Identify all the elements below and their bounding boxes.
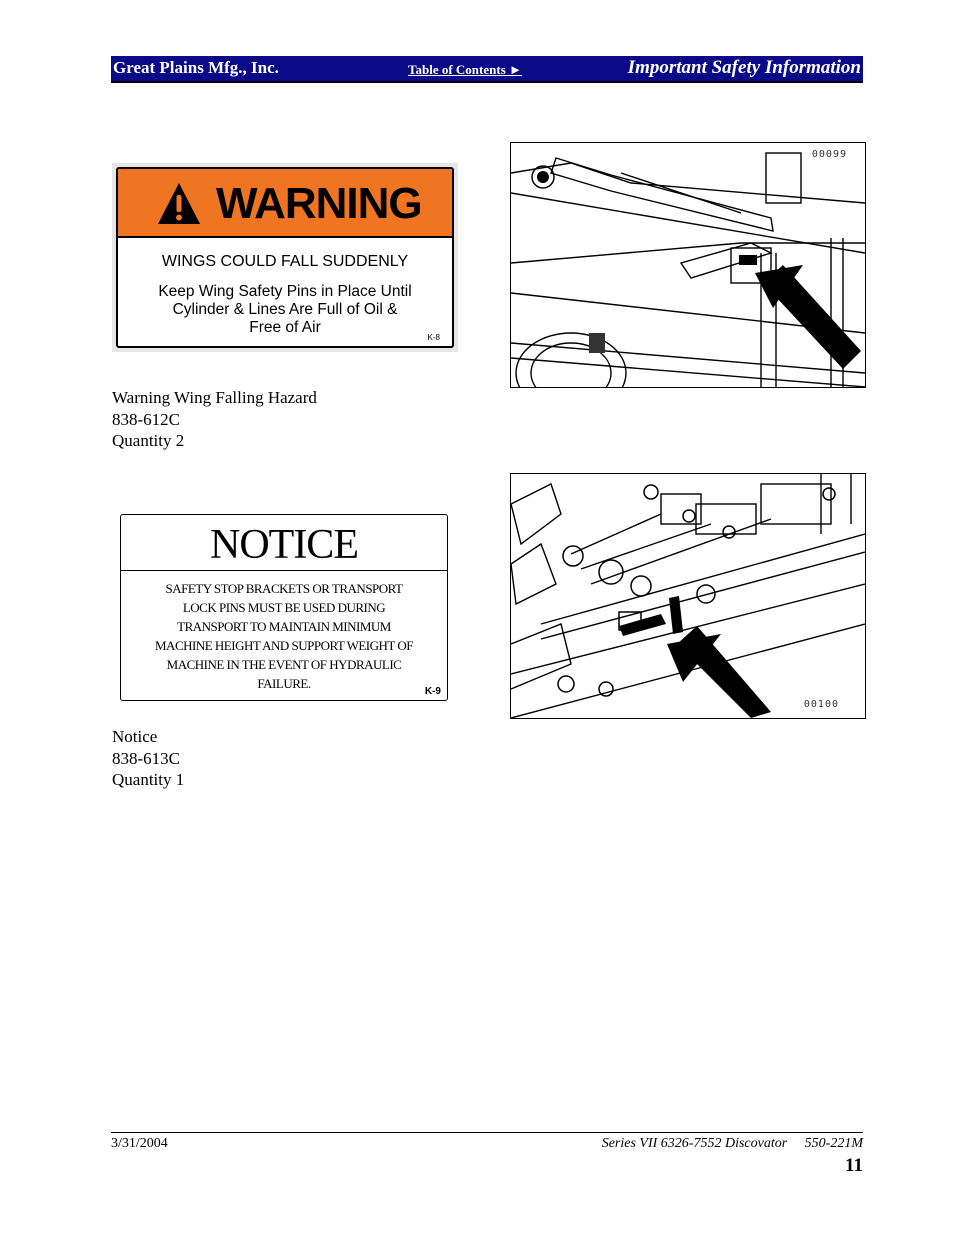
warning-decal-code: K-8 bbox=[427, 333, 440, 342]
notice-caption bbox=[112, 726, 184, 791]
warning-header bbox=[118, 169, 452, 238]
machine-wing-illustration bbox=[511, 143, 865, 387]
warning-decal-name: Warning Wing Falling Hazard bbox=[112, 388, 317, 407]
warning-caption bbox=[112, 387, 317, 452]
warning-message-text: Keep Wing Safety Pins in Place Until Cylinder & Lines Are Full of Oil & Free of Air bbox=[158, 283, 412, 336]
warning-part-number: 838-612C bbox=[112, 409, 180, 429]
photo-code: 00099 bbox=[811, 149, 847, 160]
notice-decal-name: Notice bbox=[112, 727, 158, 746]
notice-part-number: 838-613C bbox=[112, 748, 180, 768]
warning-decal bbox=[112, 163, 458, 352]
page-header bbox=[111, 56, 863, 83]
section-title: Important Safety Information bbox=[627, 57, 861, 78]
transport-lock-decal-location-photo bbox=[510, 473, 866, 719]
hydraulic-cylinder-illustration bbox=[511, 474, 865, 718]
footer-series: Series VII 6326-7552 Discovator 550-221M bbox=[601, 1136, 863, 1151]
notice-quantity: Quantity 1 bbox=[112, 770, 185, 789]
footer-date: 3/31/2004 bbox=[111, 1136, 168, 1151]
footer-divider bbox=[111, 1132, 863, 1133]
notice-divider bbox=[121, 570, 447, 571]
warning-triangle-icon bbox=[156, 181, 202, 227]
table-of-contents-link[interactable]: Table of Contents ► bbox=[408, 62, 522, 77]
warning-quantity: Quantity 2 bbox=[112, 431, 185, 450]
notice-decal bbox=[120, 514, 448, 701]
warning-signal-word: WARNING bbox=[216, 179, 422, 228]
warning-hazard-text: WINGS COULD FALL SUDDENLY bbox=[161, 253, 409, 270]
notice-signal-word: NOTICE bbox=[210, 522, 358, 568]
notice-decal-code: K-9 bbox=[424, 686, 441, 697]
notice-message-text: SAFETY STOP BRACKETS OR TRANSPORT LOCK PINS MUST BE USED DURING TRANSPORT TO MAINTAIN MINIMUM MACHINE HEIGHT AND SUPPORT WEIGHT OF MACHINE IN THE EVENT OF HYDRAULIC FAILURE. bbox=[155, 581, 413, 691]
page-number: 11 bbox=[845, 1155, 863, 1176]
company-name: Great Plains Mfg., Inc. bbox=[113, 58, 279, 77]
wing-decal-location-photo bbox=[510, 142, 866, 388]
photo-code: 00100 bbox=[803, 699, 839, 710]
